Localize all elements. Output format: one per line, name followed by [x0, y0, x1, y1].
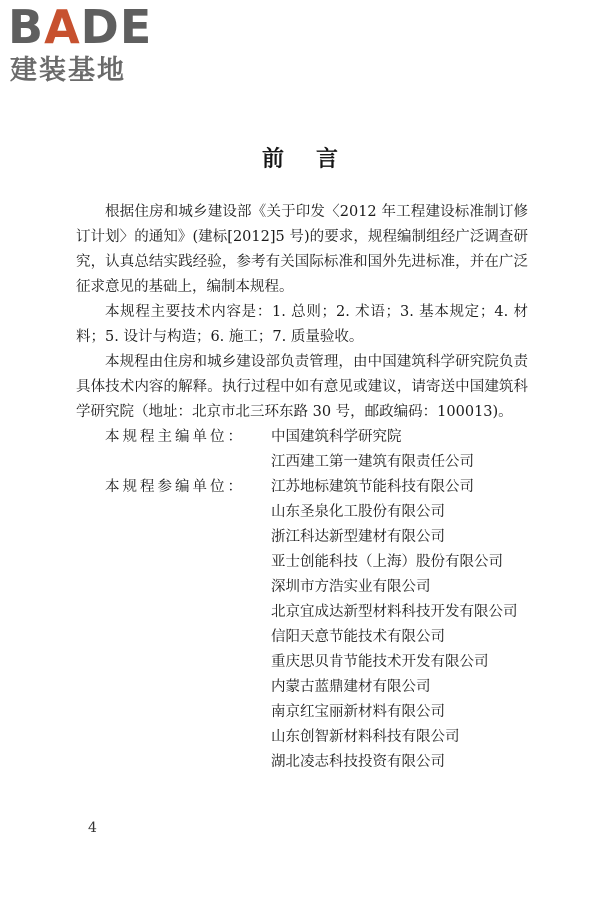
- participating-unit: 深圳市方浩实业有限公司: [271, 579, 431, 595]
- logo-wordmark: [8, 0, 153, 54]
- participating-unit: 北京宜成达新型材料科技开发有限公司: [271, 604, 518, 620]
- paragraph-background: 根据住房和城乡建设部《关于印发〈2012 年工程建设标准制订修订计划〉的通知》(建标[2012]5 号)的要求，规程编制组经广泛调查研究，认真总结实践经验，参考有关国际标准和国外先进标准，并在广泛征求意见的基础上，编制本规程。: [76, 204, 528, 295]
- participating-unit: 江苏地标建筑节能科技有限公司: [271, 479, 474, 495]
- participating-unit: 湖北凌志科技投资有限公司: [271, 754, 445, 770]
- chief-editor-unit: 江西建工第一建筑有限责任公司: [271, 454, 474, 470]
- page-number: 4: [88, 820, 97, 836]
- chief-editor-section: [76, 425, 528, 475]
- participating-list: [271, 475, 528, 775]
- participating-section: [76, 475, 528, 775]
- paragraph-main-contents: 本规程主要技术内容是：1. 总则；2. 术语；3. 基本规定；4. 材料；5. 设计与构造；6. 施工；7. 质量验收。: [76, 304, 528, 345]
- paragraph-management: 本规程由住房和城乡建设部负责管理，由中国建筑科学研究院负责具体技术内容的解释。执行过程中如有意见或建议，请寄送中国建筑科学研究院（地址：北京市北三环东路 30 号，邮政编码：100013)。: [76, 354, 528, 420]
- participating-unit: 山东创智新材料科技有限公司: [271, 729, 460, 745]
- participating-unit: 浙江科达新型建材有限公司: [271, 529, 445, 545]
- participating-label: 本规程参编单位：: [105, 479, 245, 495]
- chief-editor-unit: 中国建筑科学研究院: [271, 429, 402, 445]
- logo-letters-de: DE: [80, 0, 153, 54]
- participating-unit: 山东圣泉化工股份有限公司: [271, 504, 445, 520]
- page-title: 前言: [261, 146, 370, 172]
- document-body: [76, 200, 528, 775]
- participating-unit: 南京红宝丽新材料有限公司: [271, 704, 445, 720]
- participating-unit: 亚士创能科技（上海）股份有限公司: [271, 554, 503, 570]
- logo-letter-a-accent: A: [44, 0, 81, 54]
- participating-unit: 重庆思贝肯节能技术开发有限公司: [271, 654, 489, 670]
- chief-editor-label: 本规程主编单位：: [105, 429, 245, 445]
- logo-subtitle: 建装基地: [10, 55, 126, 86]
- participating-unit: 内蒙古蓝鼎建材有限公司: [271, 679, 431, 695]
- logo-letter-b: B: [8, 0, 45, 54]
- participating-unit: 信阳天意节能技术有限公司: [271, 629, 445, 645]
- chief-editor-list: [271, 425, 528, 475]
- bade-logo: [8, 0, 178, 90]
